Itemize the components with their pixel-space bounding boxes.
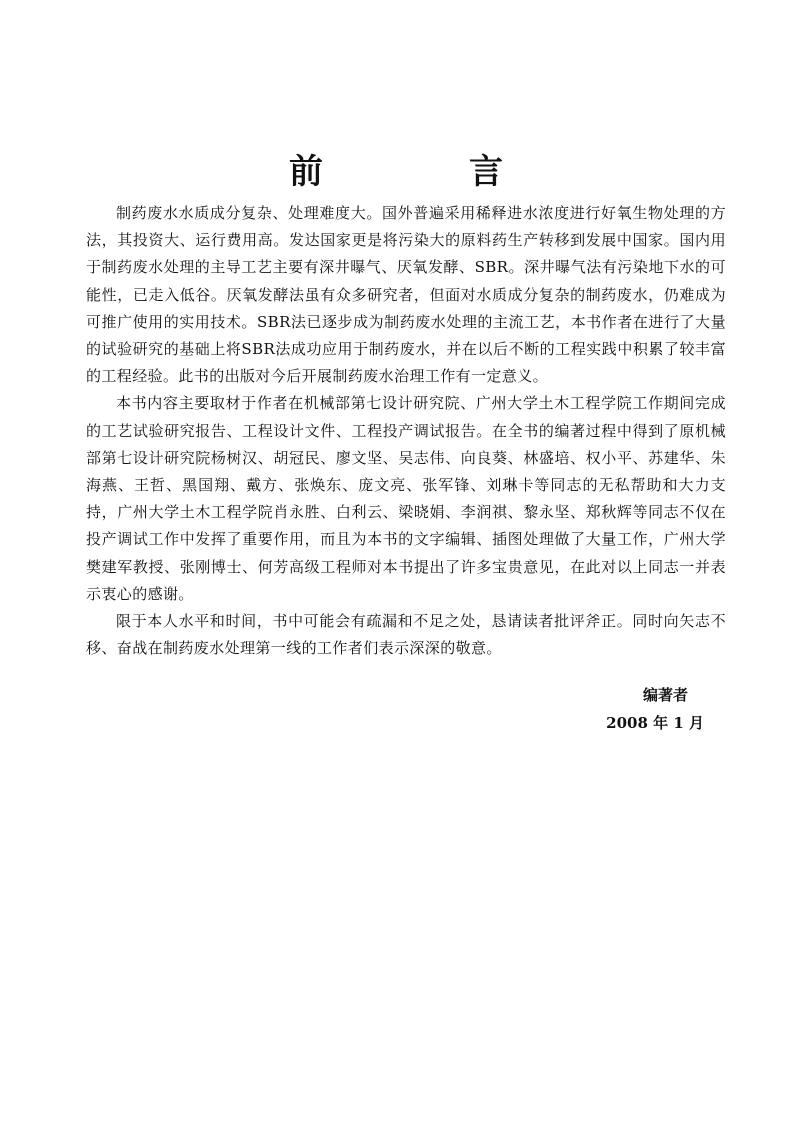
preface-body: [86, 200, 726, 662]
paragraph-2: 本书内容主要取材于作者在机械部第七设计研究院、广州大学土木工程学院工作期间完成的工艺试验研究报告、工程设计文件、工程投产调试报告。在全书的编著过程中得到了原机械部第七设计研究院杨树汉、胡冠民、廖文坚、吴志伟、向良葵、林盛培、权小平、苏建华、朱海燕、王哲、黑国翔、戴方、张焕东、庞文亮、张军锋、刘琳卡等同志的无私帮助和大力支持，广州大学土木工程学院肖永胜、白利云、梁晓娟、李润祺、黎永坚、郑秋辉等同志不仅在投产调试工作中发挥了重要作用，而且为本书的文字编辑、插图处理做了大量工作，广州大学樊建军教授、张刚博士、何芳高级工程师对本书提出了许多宝贵意见，在此对以上同志一并表示衷心的感谢。: [86, 394, 726, 603]
paragraph-3: 限于本人水平和时间，书中可能会有疏漏和不足之处，恳请读者批评斧正。同时向矢志不移、奋战在制药废水处理第一线的工作者们表示深深的敬意。: [86, 612, 726, 658]
paragraph-1: 制药废水水质成分复杂、处理难度大。国外普遍采用稀释进水浓度进行好氧生物处理的方法，其投资大、运行费用高。发达国家更是将污染大的原料药生产转移到发展中国家。国内用于制药废水处理的主导工艺主要有深井曝气、厌氧发酵、SBR。深井曝气法有污染地下水的可能性，已走入低谷。厌氧发酵法虽有众多研究者，但面对水质成分复杂的制药废水，仍难成为可推广使用的实用技术。SBR法已逐步成为制药废水处理的主流工艺，本书作者在进行了大量的试验研究的基础上将SBR法成功应用于制药废水，并在以后不断的工程实践中积累了较丰富的工程经验。此书的出版对今后开展制药废水治理工作有一定意义。: [86, 204, 726, 386]
signature-editor: 编著者: [642, 686, 688, 704]
page-title: 前 言: [289, 152, 559, 192]
signature-date: 2008 年 1 月: [606, 714, 704, 732]
signature-block: [606, 681, 704, 737]
